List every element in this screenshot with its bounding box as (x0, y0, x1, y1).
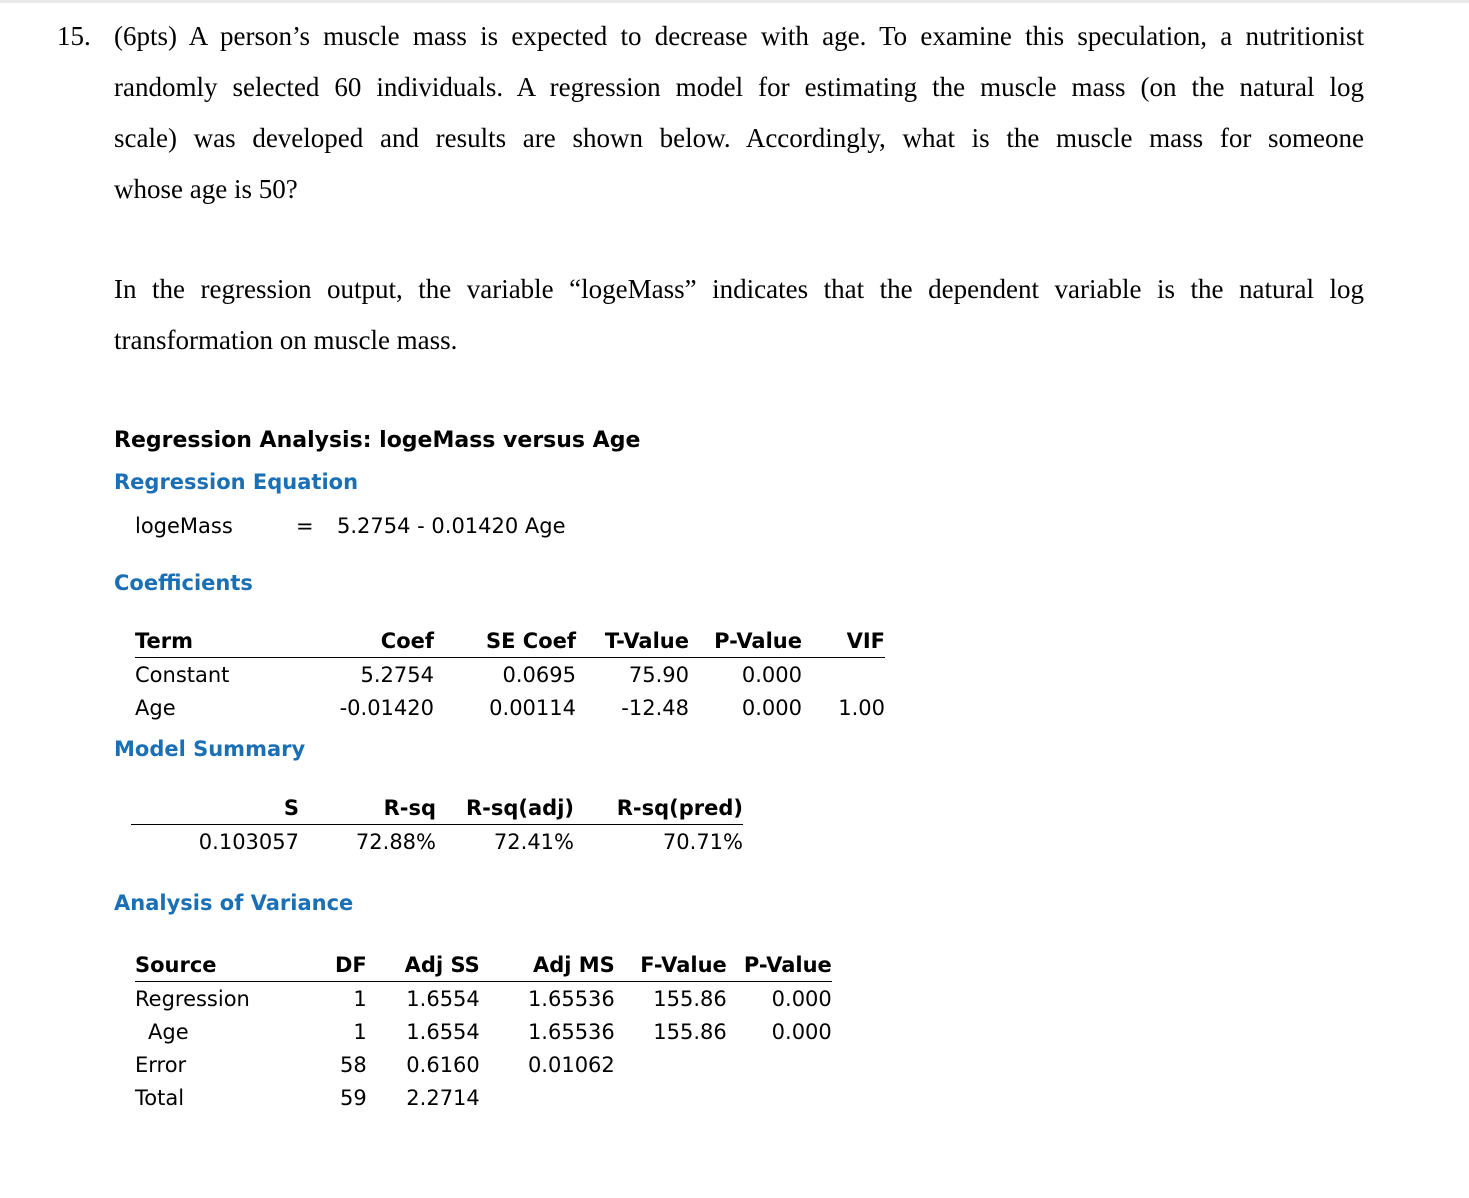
output-title: Regression Analysis: logeMass versus Age (114, 428, 641, 453)
model-summary-table (131, 791, 743, 858)
equation-equals: = (296, 514, 314, 538)
anova-df: 1 (353, 986, 367, 1011)
anova-adj-ms: 1.65536 (527, 1019, 615, 1044)
coefficients-heading: Coefficients (114, 571, 253, 595)
summary-header-s: S (131, 791, 299, 825)
coef-se: 0.0695 (502, 662, 576, 687)
question-text (114, 11, 1364, 215)
table-row (135, 1015, 832, 1048)
anova-p: 0.000 (771, 1019, 832, 1044)
anova-p (727, 1048, 832, 1081)
table-row (135, 658, 885, 692)
summary-header-rsq-pred: R-sq(pred) (574, 791, 743, 825)
summary-header-rsq-adj: R-sq(adj) (436, 791, 574, 825)
anova-f (615, 1081, 727, 1114)
question-line: (6pts) A person’s muscle mass is expected to decrease with age. To examine this speculation, a nutritionist (114, 21, 1364, 51)
question-line: whose age is 50? (114, 174, 298, 204)
anova-df: 59 (340, 1085, 367, 1110)
anova-p: 0.000 (771, 986, 832, 1011)
coefficients-table (135, 624, 885, 724)
coef-header-term: Term (135, 624, 295, 658)
summary-s: 0.103057 (198, 829, 299, 854)
coef-header-coef: Coef (295, 624, 434, 658)
equation-lhs: logeMass (135, 514, 233, 538)
anova-heading: Analysis of Variance (114, 891, 354, 915)
anova-adj-ss: 1.6554 (406, 1019, 480, 1044)
anova-adj-ss: 0.6160 (406, 1052, 480, 1077)
coefficients-header-row (135, 624, 885, 658)
question-line: scale) was developed and results are shown below. Accordingly, what is the muscle mass for someone (114, 123, 1364, 153)
question-line: randomly selected 60 individuals. A regression model for estimating the muscle mass (on the natural log (114, 72, 1364, 102)
coef-header-se: SE Coef (434, 624, 576, 658)
coef-t: -12.48 (621, 695, 689, 720)
anova-table (135, 948, 832, 1114)
anova-adj-ms: 0.01062 (527, 1052, 615, 1077)
summary-rsq-pred: 70.71% (662, 829, 743, 854)
anova-adj-ms (480, 1081, 615, 1114)
coef-se: 0.00114 (489, 695, 576, 720)
table-row (131, 825, 743, 859)
anova-source: Error (135, 1052, 187, 1077)
table-row (135, 982, 832, 1016)
anova-header-row (135, 948, 832, 982)
coef-value: 5.2754 (360, 662, 434, 687)
coef-vif: 1.00 (838, 695, 885, 720)
summary-header-row (131, 791, 743, 825)
coef-p: 0.000 (741, 662, 802, 687)
coef-vif (802, 658, 885, 692)
anova-f: 155.86 (653, 986, 727, 1011)
anova-f (615, 1048, 727, 1081)
coef-p: 0.000 (741, 695, 802, 720)
coef-header-vif: VIF (802, 624, 885, 658)
anova-source: Age (148, 1019, 189, 1044)
note-line: transformation on muscle mass. (114, 325, 458, 355)
coef-t: 75.90 (628, 662, 689, 687)
anova-header-source: Source (135, 948, 335, 982)
anova-source: Total (135, 1085, 185, 1110)
table-row (135, 1081, 832, 1114)
anova-df: 58 (340, 1052, 367, 1077)
equation-rhs: 5.2754 - 0.01420 Age (337, 514, 566, 538)
top-border (0, 0, 1469, 3)
summary-rsq: 72.88% (355, 829, 436, 854)
equation-heading: Regression Equation (114, 470, 359, 494)
coef-value: -0.01420 (339, 695, 434, 720)
summary-rsq-adj: 72.41% (493, 829, 574, 854)
question-number: 15. (57, 21, 91, 51)
anova-header-adj-ms: Adj MS (480, 948, 615, 982)
anova-source: Regression (135, 986, 250, 1011)
summary-heading: Model Summary (114, 737, 306, 761)
coef-term: Age (135, 695, 176, 720)
coef-header-t: T-Value (576, 624, 689, 658)
anova-header-p: P-Value (727, 948, 832, 982)
anova-adj-ms: 1.65536 (527, 986, 615, 1011)
anova-df: 1 (353, 1019, 367, 1044)
coef-term: Constant (135, 662, 230, 687)
note-line: In the regression output, the variable “logeMass” indicates that the dependent variable is the natural log (114, 274, 1364, 304)
anova-adj-ss: 1.6554 (406, 986, 480, 1011)
summary-header-rsq: R-sq (299, 791, 436, 825)
anova-header-df: DF (335, 948, 367, 982)
anova-f: 155.86 (653, 1019, 727, 1044)
anova-header-f: F-Value (615, 948, 727, 982)
table-row (135, 691, 885, 724)
anova-adj-ss: 2.2714 (406, 1085, 480, 1110)
coef-header-p: P-Value (689, 624, 802, 658)
anova-header-adj-ss: Adj SS (367, 948, 480, 982)
anova-p (727, 1081, 832, 1114)
table-row (135, 1048, 832, 1081)
question-note (114, 264, 1364, 366)
